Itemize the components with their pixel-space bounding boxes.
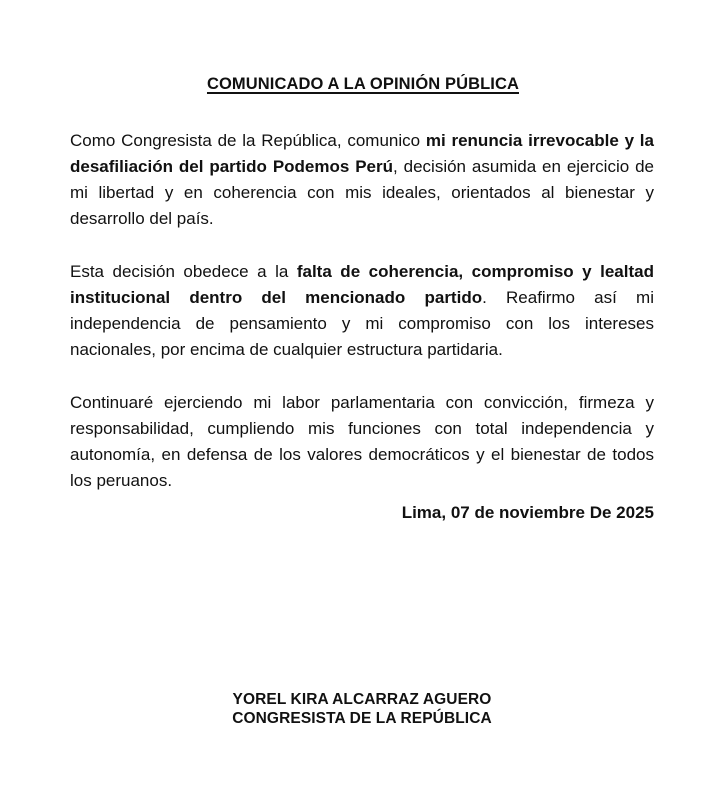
signatory-position: CONGRESISTA DE LA REPÚBLICA	[232, 710, 492, 727]
paragraph-2	[70, 259, 654, 363]
text-run: Como Congresista de la República, comunico	[70, 131, 426, 150]
paragraph-1	[70, 128, 654, 232]
text-run: , decisión asumida en ejercicio de mi libertad y en coherencia con mis ideales, orientados al bienestar y desarrollo del país.	[70, 157, 654, 228]
text-run: . Reafirmo así mi independencia de pensamiento y mi compromiso con los intereses nacionales, por encima de cualquier estructura partidaria.	[70, 288, 654, 359]
document-title	[0, 74, 726, 94]
signatory-name: YOREL KIRA ALCARRAZ AGUERO	[232, 691, 492, 708]
document-title-text: COMUNICADO A LA OPINIÓN PÚBLICA	[206, 75, 519, 93]
text-run: Continuaré ejerciendo mi labor parlamentaria con convicción, firmeza y responsabilidad, cumpliendo mis funciones con total independencia y autonomía, en defensa de los valores democráticos y el bienestar de todos los peruanos.	[70, 393, 654, 490]
text-run: Esta decisión obedece a la	[70, 262, 297, 281]
emphasis-run: falta de coherencia, compromiso y lealtad institucional dentro del mencionado partido	[70, 262, 654, 307]
emphasis-run: mi renuncia irrevocable y la desafiliación del partido Podemos Perú	[70, 131, 654, 176]
paragraph-3	[70, 390, 654, 494]
signature-block	[70, 690, 654, 728]
date-line: Lima, 07 de noviembre De 2025	[401, 503, 654, 522]
document-body	[70, 128, 654, 494]
